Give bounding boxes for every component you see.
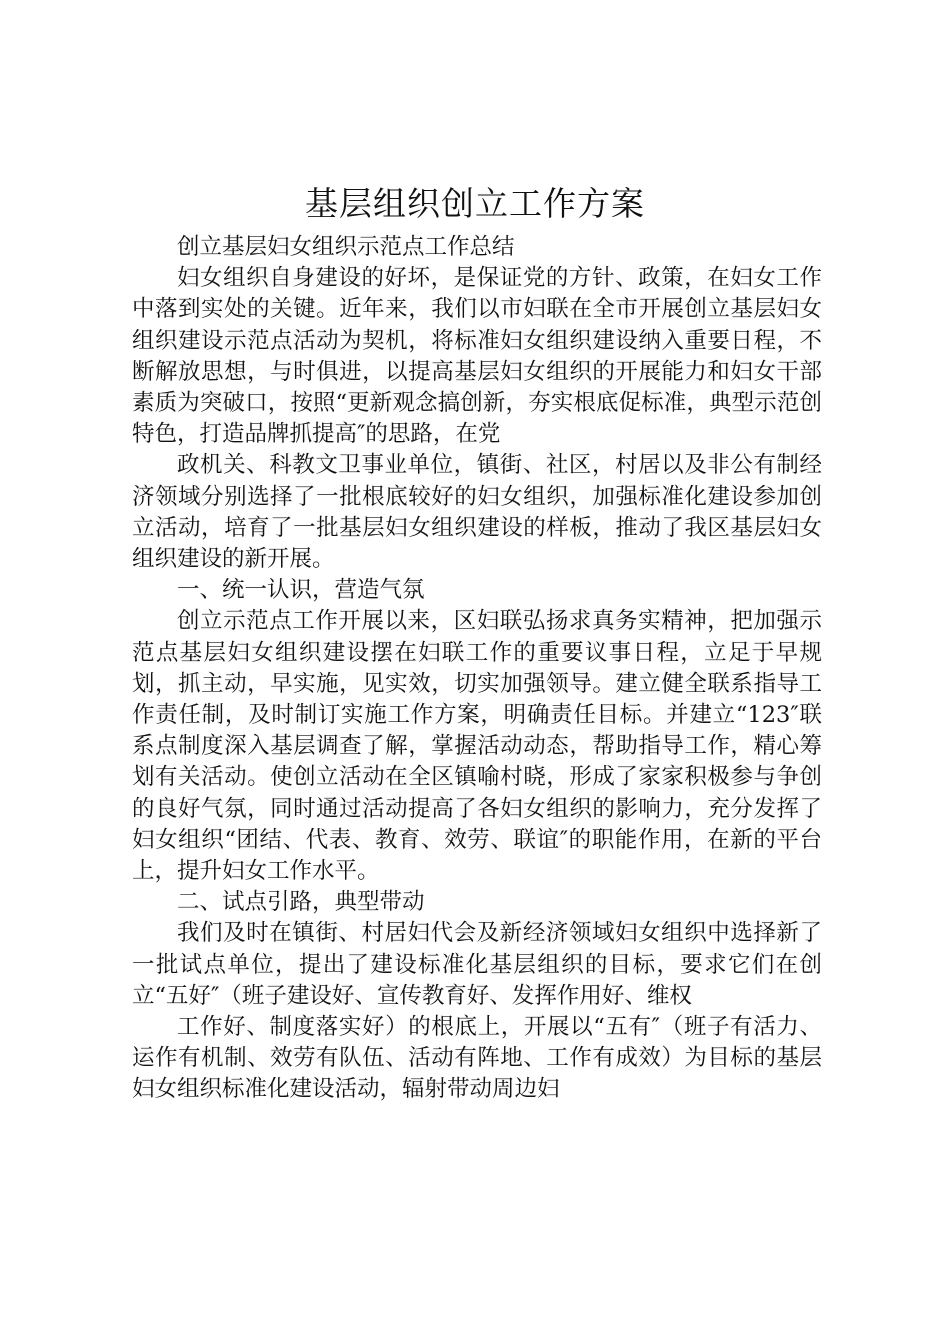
paragraph-section-two: 我们及时在镇街、村居妇代会及新经济领域妇女组织中选择新了一批试点单位，提出了建设标准化基层组织的目标，要求它们在创立“五好″（班子建设好、宣传教育好、发挥作用好、维权 bbox=[132, 920, 822, 1009]
paragraph-section-two-continued: 工作好、制度落实好）的根底上，开展以“五有″（班子有活力、运作有机制、效劳有队伍、活动有阵地、工作有成效）为目标的基层妇女组织标准化建设活动，辐射带动周边妇 bbox=[132, 1014, 822, 1103]
section-heading-two: 二、试点引路，典型带动 bbox=[177, 889, 425, 916]
section-heading-one: 一、统一认识，营造气氛 bbox=[177, 577, 425, 604]
paragraph-intro: 妇女组织自身建设的好坏，是保证党的方针、政策，在妇女工作中落到实处的关键。近年来，我们以市妇联在全市开展创立基层妇女组织建设示范点活动为契机，将标准妇女组织建设纳入重要日程，不断解放思想，与时俱进，以提高基层妇女组织的开展能力和妇女干部素质为突破口，按照“更新观念搞创新，夯实根底促标准，典型示范创特色，打造品牌抓提高″的思路，在党 bbox=[132, 265, 822, 448]
paragraph-subtitle: 创立基层妇女组织示范点工作总结 bbox=[177, 234, 515, 260]
document-title: 基层组织创立工作方案 bbox=[305, 184, 645, 223]
paragraph-section-one: 创立示范点工作开展以来，区妇联弘扬求真务实精神，把加强示范点基层妇女组织建设摆在妇联工作的重要议事日程，立足于早规划，抓主动，早实施，见实效，切实加强领导。建立健全联系指导工作责任制，及时制订实施工作方案，明确责任目标。并建立“123″联系点制度深入基层调查了解，掌握活动动态，帮助指导工作，精心筹划有关活动。使创立活动在全区镇喻村晓，形成了家家积极参与争创的良好气氛，同时通过活动提高了各妇女组织的影响力，充分发挥了妇女组织“团结、代表、教育、效劳、联谊″的职能作用，在新的平台上，提升妇女工作水平。 bbox=[132, 608, 822, 885]
paragraph-continuation: 政机关、科教文卫事业单位，镇街、社区，村居以及非公有制经济领域分别选择了一批根底较好的妇女组织，加强标准化建设参加创立活动，培育了一批基层妇女组织建设的样板，推动了我区基层妇女组织建设的新开展。 bbox=[132, 452, 822, 573]
document-body bbox=[132, 232, 822, 1106]
